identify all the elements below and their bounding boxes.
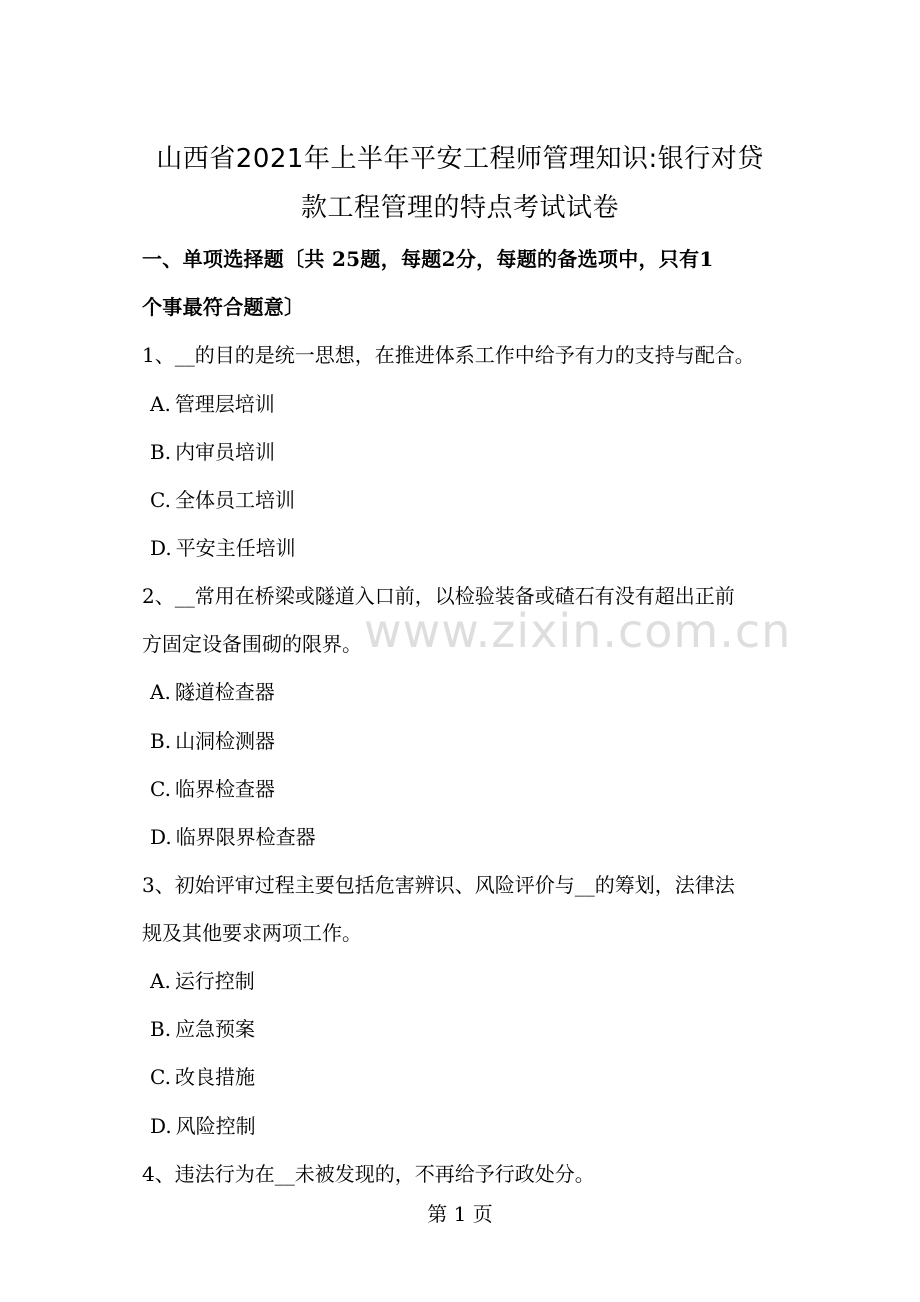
option-text: 风险控制	[175, 1114, 256, 1138]
option-letter: D.	[150, 536, 172, 560]
question-2-text-line-1: 2、__常用在桥梁或隧道入口前，以检验装备或碴石有没有超出正前	[142, 584, 735, 608]
question-1-option-b	[150, 439, 275, 465]
option-text: 管理层培训	[174, 392, 275, 416]
option-letter: B.	[150, 1017, 172, 1041]
option-letter: B.	[150, 440, 172, 464]
page-number-footer: 第 1 页	[427, 1202, 493, 1226]
option-text: 全体员工培训	[174, 488, 295, 512]
option-text: 应急预案	[175, 1017, 256, 1041]
option-letter: C.	[150, 488, 171, 512]
option-letter: D.	[150, 825, 172, 849]
watermark-text: www.zixin.com.cn	[364, 604, 792, 658]
question-3-option-a	[150, 968, 255, 994]
option-text: 山洞检测器	[175, 729, 276, 753]
option-letter: B.	[150, 729, 172, 753]
question-3-option-d	[150, 1113, 256, 1139]
option-letter: A.	[150, 969, 171, 993]
option-letter: A.	[150, 680, 171, 704]
question-3-text-line-1: 3、初始评审过程主要包括危害辨识、风险评价与__的筹划，法律法	[142, 873, 735, 897]
question-1-option-c	[150, 487, 295, 513]
option-text: 改良措施	[174, 1065, 255, 1089]
section-heading-line-1: 一、单项选择题〔共 25题，每题2分，每题的备选项中，只有1	[142, 247, 714, 271]
option-letter: D.	[150, 1114, 172, 1138]
question-1-option-a	[150, 391, 275, 417]
question-2-text-line-2: 方固定设备围砌的限界。	[142, 632, 362, 656]
document-title-line-2: 款工程管理的特点考试试卷	[300, 193, 619, 223]
option-text: 临界限界检查器	[175, 825, 316, 849]
question-3-option-c	[150, 1064, 255, 1090]
section-heading-line-2: 个事最符合题意〕	[142, 295, 305, 319]
question-3-option-b	[150, 1016, 255, 1042]
option-letter: C.	[150, 777, 171, 801]
option-letter: A.	[150, 392, 171, 416]
question-4-text: 4、违法行为在__未被发现的，不再给予行政处分。	[142, 1162, 595, 1186]
question-2-option-d	[150, 824, 316, 850]
question-3-text-line-2: 规及其他要求两项工作。	[142, 921, 362, 945]
option-text: 隧道检查器	[174, 680, 275, 704]
option-text: 运行控制	[174, 969, 255, 993]
document-title-line-1: 山西省2021年上半年平安工程师管理知识:银行对贷	[156, 144, 764, 174]
option-text: 临界检查器	[174, 777, 275, 801]
option-text: 平安主任培训	[175, 536, 296, 560]
option-text: 内审员培训	[175, 440, 276, 464]
question-2-option-c	[150, 776, 275, 802]
question-2-option-a	[150, 679, 275, 705]
option-letter: C.	[150, 1065, 171, 1089]
question-1-option-d	[150, 535, 296, 561]
question-1-text: 1、__的目的是统一思想，在推进体系工作中给予有力的支持与配合。	[142, 343, 755, 367]
question-2-option-b	[150, 728, 275, 754]
